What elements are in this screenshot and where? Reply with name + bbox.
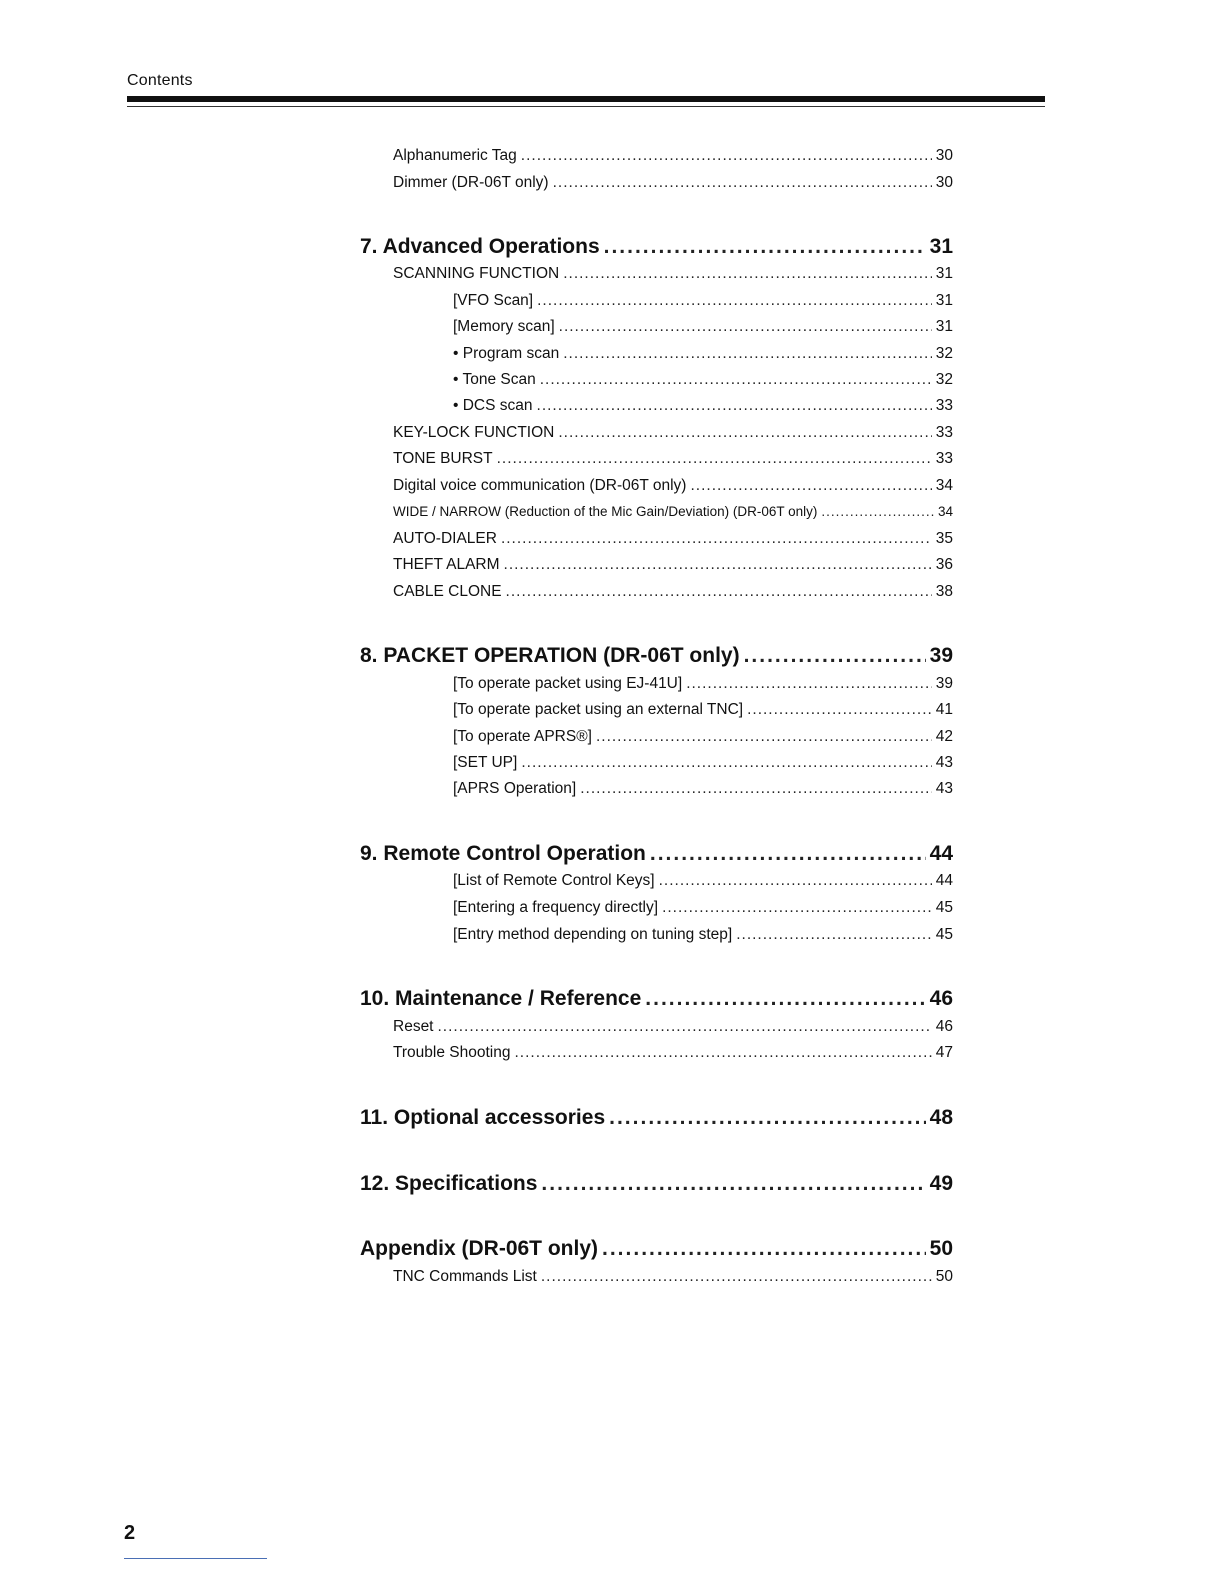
toc-item-tone-burst[interactable] [360, 450, 953, 470]
toc-item-title: [Entry method depending on tuning step] [453, 926, 733, 943]
toc-section-title: 8. PACKET OPERATION (DR-06T only) [360, 644, 740, 667]
toc-item-alphanumeric-tag[interactable] [360, 147, 953, 167]
toc-item-auto-dialer[interactable] [360, 530, 953, 550]
toc-item-vfo-scan[interactable] [360, 292, 953, 312]
toc-item-digital-voice[interactable] [360, 477, 953, 497]
toc-section-page: 49 [929, 1172, 953, 1195]
toc-item-title: • DCS scan [453, 397, 533, 414]
toc-item-page: 30 [935, 147, 953, 164]
toc-item-title: • Tone Scan [453, 371, 536, 388]
toc-item-title: TONE BURST [393, 450, 493, 467]
toc-item-page: 39 [935, 675, 953, 692]
toc-section-title: 12. Specifications [360, 1172, 538, 1195]
toc-section-page: 39 [929, 644, 953, 667]
toc-item-page: 42 [935, 728, 953, 745]
toc-item-page: 31 [935, 318, 953, 335]
toc-item-program-scan[interactable] [360, 345, 953, 365]
toc-item-aprs-operation[interactable] [360, 780, 953, 800]
toc-item-packet-external-tnc[interactable] [360, 701, 953, 721]
toc-item-page: 33 [935, 450, 953, 467]
toc-item-key-lock-function[interactable] [360, 424, 953, 444]
running-header: Contents [127, 72, 193, 89]
toc-item-page: 46 [935, 1018, 953, 1035]
toc-item-reset[interactable] [360, 1018, 953, 1038]
toc-item-title: [APRS Operation] [453, 780, 577, 797]
toc-item-title: SCANNING FUNCTION [393, 265, 560, 282]
toc-item-page: 33 [935, 397, 953, 414]
toc-item-title: Trouble Shooting [393, 1044, 511, 1061]
toc-item-dcs-scan[interactable] [360, 397, 953, 417]
toc-item-packet-ej41u[interactable] [360, 675, 953, 695]
toc-section-advanced-operations[interactable] [360, 235, 953, 261]
toc-item-title: [List of Remote Control Keys] [453, 872, 655, 889]
toc-item-page: 38 [935, 583, 953, 600]
toc-item-title: [To operate packet using EJ-41U] [453, 675, 683, 692]
toc-item-page: 43 [935, 754, 953, 771]
toc-item-page: 45 [935, 926, 953, 943]
toc-section-page: 31 [929, 235, 953, 258]
table-of-contents [360, 0, 953, 1584]
toc-item-tnc-commands-list[interactable] [360, 1268, 953, 1288]
toc-item-page: 33 [935, 424, 953, 441]
toc-item-memory-scan[interactable] [360, 318, 953, 338]
toc-section-title: 10. Maintenance / Reference [360, 987, 642, 1010]
toc-section-title: 9. Remote Control Operation [360, 842, 646, 865]
toc-section-page: 46 [929, 987, 953, 1010]
toc-item-title: [SET UP] [453, 754, 518, 771]
toc-section-page: 50 [929, 1237, 953, 1260]
toc-item-title: Reset [393, 1018, 434, 1035]
toc-item-page: 43 [935, 780, 953, 797]
toc-item-title: [Memory scan] [453, 318, 555, 335]
toc-item-page: 47 [935, 1044, 953, 1061]
toc-item-page: 32 [935, 345, 953, 362]
toc-item-title: Alphanumeric Tag [393, 147, 517, 164]
toc-item-wide-narrow[interactable] [360, 504, 953, 524]
toc-item-title: THEFT ALARM [393, 556, 500, 573]
toc-item-title: Dimmer (DR-06T only) [393, 174, 549, 191]
toc-section-remote-control[interactable] [360, 842, 953, 868]
toc-item-title: • Program scan [453, 345, 560, 362]
toc-section-title: 11. Optional accessories [360, 1106, 606, 1129]
toc-item-title: AUTO-DIALER [393, 530, 497, 547]
toc-section-packet-operation[interactable] [360, 644, 953, 670]
toc-item-dimmer[interactable] [360, 174, 953, 194]
toc-item-page: 30 [935, 174, 953, 191]
toc-item-title: [Entering a frequency directly] [453, 899, 659, 916]
toc-item-trouble-shooting[interactable] [360, 1044, 953, 1064]
toc-section-specifications[interactable] [360, 1172, 953, 1198]
toc-item-page: 36 [935, 556, 953, 573]
toc-item-title: Digital voice communication (DR-06T only) [393, 477, 687, 494]
toc-section-page: 48 [929, 1106, 953, 1129]
toc-item-entering-frequency[interactable] [360, 899, 953, 919]
toc-section-appendix[interactable] [360, 1237, 953, 1263]
toc-item-page: 44 [935, 872, 953, 889]
toc-section-page: 44 [929, 842, 953, 865]
toc-item-page: 50 [935, 1268, 953, 1285]
toc-item-set-up[interactable] [360, 754, 953, 774]
toc-item-title: WIDE / NARROW (Reduction of the Mic Gain/Deviation) (DR-06T only) [393, 504, 818, 519]
toc-section-optional-accessories[interactable] [360, 1106, 953, 1132]
toc-item-scanning-function[interactable] [360, 265, 953, 285]
toc-item-title: [VFO Scan] [453, 292, 534, 309]
toc-item-page: 45 [935, 899, 953, 916]
toc-item-title: [To operate packet using an external TNC] [453, 701, 744, 718]
toc-item-title: CABLE CLONE [393, 583, 502, 600]
toc-section-title: Appendix (DR-06T only) [360, 1237, 599, 1260]
toc-item-page: 34 [935, 477, 953, 494]
toc-item-page: 31 [935, 292, 953, 309]
toc-item-entry-method[interactable] [360, 926, 953, 946]
page-number: 2 [124, 1522, 136, 1544]
toc-section-title: 7. Advanced Operations [360, 235, 600, 258]
toc-item-remote-control-keys[interactable] [360, 872, 953, 892]
toc-item-cable-clone[interactable] [360, 583, 953, 603]
toc-section-maintenance[interactable] [360, 987, 953, 1013]
toc-item-tone-scan[interactable] [360, 371, 953, 391]
toc-item-theft-alarm[interactable] [360, 556, 953, 576]
toc-item-page: 35 [935, 530, 953, 547]
toc-item-operate-aprs[interactable] [360, 728, 953, 748]
toc-item-page: 31 [935, 265, 953, 282]
toc-item-title: [To operate APRS®] [453, 728, 592, 745]
toc-item-page: 41 [935, 701, 953, 718]
toc-item-page: 32 [935, 371, 953, 388]
toc-item-title: TNC Commands List [393, 1268, 537, 1285]
footer-rule [124, 1558, 267, 1559]
toc-item-title: KEY-LOCK FUNCTION [393, 424, 555, 441]
toc-item-page: 34 [937, 504, 953, 519]
